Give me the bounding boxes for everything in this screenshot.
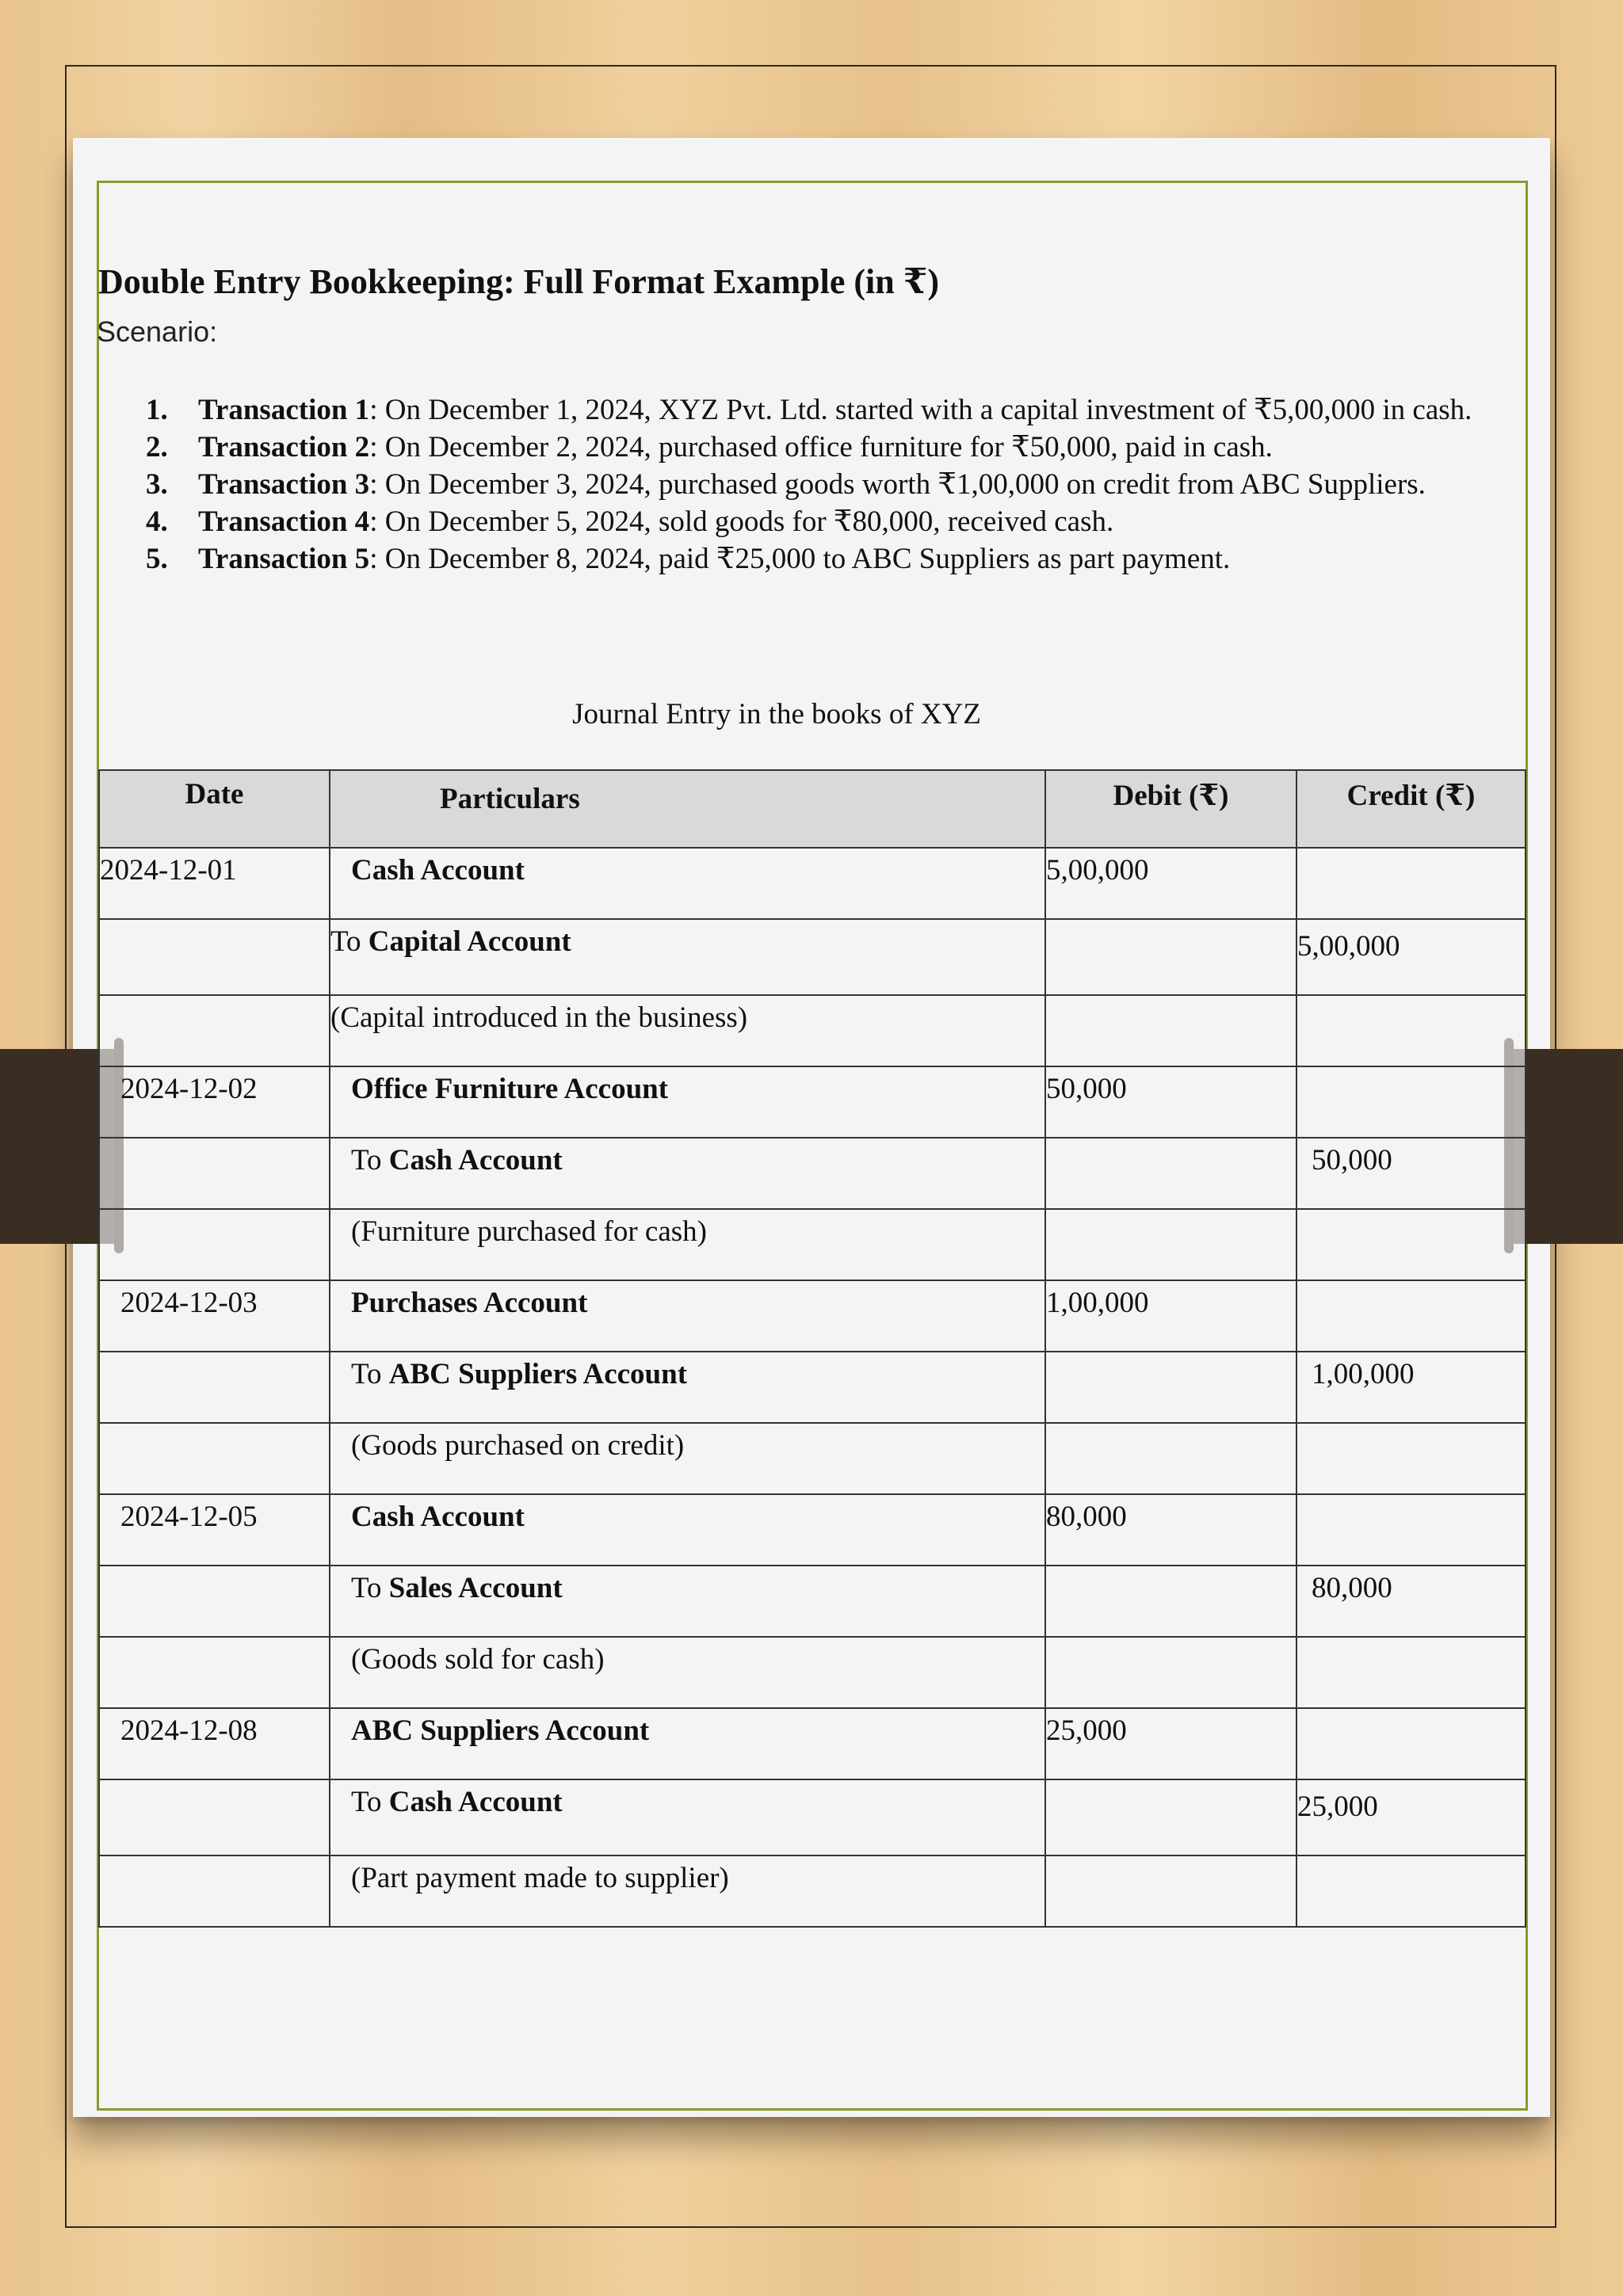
credit-account-line xyxy=(330,919,1045,995)
table-row xyxy=(99,1066,1526,1138)
credit-cell xyxy=(1296,848,1526,919)
credit-account: Sales Account xyxy=(388,1572,563,1604)
debit-cell xyxy=(1045,1637,1296,1708)
credit-cell xyxy=(1296,1494,1526,1566)
to-prefix: To xyxy=(351,1786,389,1818)
credit-amount: 50,000 xyxy=(1296,1138,1526,1209)
credit-header: Credit (₹) xyxy=(1296,770,1526,848)
credit-cell xyxy=(1296,1855,1526,1927)
list-item xyxy=(146,429,1525,466)
credit-cell xyxy=(1296,1280,1526,1352)
credit-cell xyxy=(1296,1708,1526,1779)
debit-account: Cash Account xyxy=(330,1494,1045,1566)
credit-amount: 1,00,000 xyxy=(1296,1352,1526,1423)
table-row xyxy=(99,1280,1526,1352)
table-header-row xyxy=(99,770,1526,848)
debit-amount: 50,000 xyxy=(1045,1066,1296,1138)
date-cell xyxy=(99,1423,330,1494)
date-cell xyxy=(99,919,330,995)
credit-account: Cash Account xyxy=(388,1144,563,1177)
credit-account-line xyxy=(330,1779,1045,1855)
transaction-text: : On December 2, 2024, purchased office furniture for ₹50,000, paid in cash. xyxy=(369,431,1273,463)
transaction-text: : On December 5, 2024, sold goods for ₹80,000, received cash. xyxy=(369,505,1114,538)
narration: (Capital introduced in the business) xyxy=(330,995,1045,1066)
entry-date: 2024-12-02 xyxy=(99,1066,330,1138)
to-prefix: To xyxy=(351,1144,389,1177)
debit-cell xyxy=(1045,1779,1296,1855)
debit-cell xyxy=(1045,919,1296,995)
table-row xyxy=(99,1494,1526,1566)
credit-cell xyxy=(1296,1423,1526,1494)
transaction-text: : On December 1, 2024, XYZ Pvt. Ltd. started with a capital investment of ₹5,00,000 in cash. xyxy=(369,394,1472,426)
list-item xyxy=(146,503,1525,540)
list-number: 1. xyxy=(146,394,168,426)
credit-amount: 25,000 xyxy=(1296,1779,1526,1855)
transaction-list xyxy=(146,391,1525,578)
debit-cell xyxy=(1045,1855,1296,1927)
list-number: 2. xyxy=(146,431,168,463)
debit-amount: 5,00,000 xyxy=(1045,848,1296,919)
table-row xyxy=(99,919,1526,995)
to-prefix: To xyxy=(351,1358,389,1390)
table-row xyxy=(99,1637,1526,1708)
particulars-header: Particulars xyxy=(330,770,1045,848)
transaction-label: Transaction 5 xyxy=(198,543,370,575)
credit-account: ABC Suppliers Account xyxy=(388,1358,688,1390)
credit-amount: 5,00,000 xyxy=(1296,919,1526,995)
to-prefix: To xyxy=(351,1572,389,1604)
table-row xyxy=(99,1209,1526,1280)
credit-account-line xyxy=(330,1566,1045,1637)
date-cell xyxy=(99,1637,330,1708)
list-number: 4. xyxy=(146,505,168,538)
to-prefix: To xyxy=(330,925,369,958)
entry-date: 2024-12-01 xyxy=(99,848,330,919)
list-number: 3. xyxy=(146,468,168,501)
credit-account: Cash Account xyxy=(388,1786,563,1818)
list-item xyxy=(146,466,1525,503)
credit-account-line xyxy=(330,1138,1045,1209)
credit-cell xyxy=(1296,1066,1526,1138)
date-header: Date xyxy=(99,770,330,848)
debit-amount: 1,00,000 xyxy=(1045,1280,1296,1352)
list-item xyxy=(146,391,1525,429)
date-cell xyxy=(99,1209,330,1280)
table-row xyxy=(99,1352,1526,1423)
credit-cell xyxy=(1296,1209,1526,1280)
transaction-label: Transaction 2 xyxy=(198,431,370,463)
credit-account-line xyxy=(330,1352,1045,1423)
entry-date: 2024-12-03 xyxy=(99,1280,330,1352)
narration: (Goods purchased on credit) xyxy=(330,1423,1045,1494)
credit-account: Capital Account xyxy=(368,925,571,958)
date-cell xyxy=(99,1138,330,1209)
list-item xyxy=(146,540,1525,578)
entry-date: 2024-12-08 xyxy=(99,1708,330,1779)
journal-caption: Journal Entry in the books of XYZ xyxy=(572,698,981,730)
debit-cell xyxy=(1045,1423,1296,1494)
table-row xyxy=(99,1566,1526,1637)
credit-cell xyxy=(1296,995,1526,1066)
debit-account: ABC Suppliers Account xyxy=(330,1708,1045,1779)
transaction-label: Transaction 4 xyxy=(198,505,370,538)
debit-account: Purchases Account xyxy=(330,1280,1045,1352)
debit-amount: 80,000 xyxy=(1045,1494,1296,1566)
table-row xyxy=(99,1855,1526,1927)
debit-cell xyxy=(1045,1352,1296,1423)
date-cell xyxy=(99,1779,330,1855)
debit-cell xyxy=(1045,1138,1296,1209)
table-row xyxy=(99,1708,1526,1779)
debit-cell xyxy=(1045,1209,1296,1280)
narration: (Part payment made to supplier) xyxy=(330,1855,1045,1927)
transaction-text: : On December 8, 2024, paid ₹25,000 to ABC Suppliers as part payment. xyxy=(369,543,1231,575)
document-title: Double Entry Bookkeeping: Full Format Example (in ₹) xyxy=(98,262,939,301)
table-row xyxy=(99,1138,1526,1209)
entry-date: 2024-12-05 xyxy=(99,1494,330,1566)
credit-cell xyxy=(1296,1637,1526,1708)
debit-cell xyxy=(1045,1566,1296,1637)
date-cell xyxy=(99,1855,330,1927)
debit-account: Cash Account xyxy=(330,848,1045,919)
debit-account: Office Furniture Account xyxy=(330,1066,1045,1138)
transaction-label: Transaction 1 xyxy=(198,394,370,426)
narration: (Goods sold for cash) xyxy=(330,1637,1045,1708)
debit-header: Debit (₹) xyxy=(1045,770,1296,848)
table-row xyxy=(99,1423,1526,1494)
table-row xyxy=(99,1779,1526,1855)
date-cell xyxy=(99,1352,330,1423)
table-row xyxy=(99,995,1526,1066)
transaction-label: Transaction 3 xyxy=(198,468,370,501)
date-cell xyxy=(99,995,330,1066)
scenario-label: Scenario: xyxy=(97,315,218,348)
debit-cell xyxy=(1045,995,1296,1066)
transaction-text: : On December 3, 2024, purchased goods worth ₹1,00,000 on credit from ABC Suppliers. xyxy=(369,468,1426,501)
table-row xyxy=(99,848,1526,919)
date-cell xyxy=(99,1566,330,1637)
debit-amount: 25,000 xyxy=(1045,1708,1296,1779)
list-number: 5. xyxy=(146,543,168,575)
narration: (Furniture purchased for cash) xyxy=(330,1209,1045,1280)
credit-amount: 80,000 xyxy=(1296,1566,1526,1637)
journal-table xyxy=(98,769,1526,1928)
